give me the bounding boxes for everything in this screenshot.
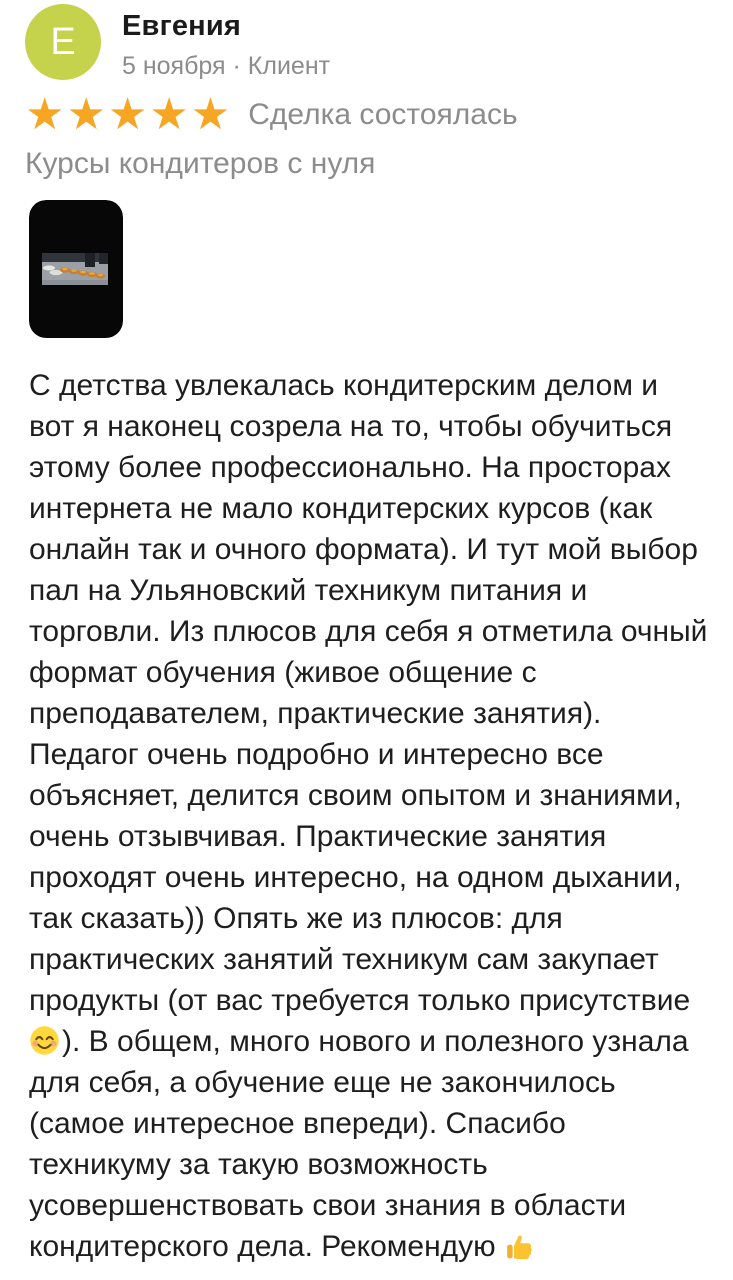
review-date-role: 5 ноября · Клиент [122, 52, 331, 80]
review-header [0, 0, 733, 81]
reviewer-name: Евгения [122, 10, 242, 42]
thumbs-up-emoji [503, 1230, 536, 1263]
review-photo-thumbnail[interactable] [29, 200, 123, 338]
product-title: Курсы кондитеров с нуля [25, 147, 376, 180]
review-text [29, 365, 710, 1267]
deal-status-label: Сделка состоялась [248, 98, 518, 131]
review-text-part-1: С детства увлекалась кондитерским делом и вот я наконец созрела на то, чтобы обучиться этому более профессионально. На просторах интернета не мало кондитерских курсов (как онлайн так и очного формата). И тут мой выбор пал на Ульяновский техникум питания и торговли. Из плюсов для себя я отметила очный формат обучения (живое общение с преподавателем, практические занятия). Педагог очень подробно и интересно все объясняет, делится своим опытом и знаниями, очень отзывчивая. Практические занятия проходят очень интересно, на одном дыхании, так сказать)) Опять же из плюсов: для практических занятий техникум сам закупает продукты (от вас требуется только присутствие [29, 369, 708, 1017]
review-text-part-2: ). В общем, много нового и полезного узнала для себя, а обучение еще не закончилось (самое интересное впереди). Спасибо техникуму за такую возможность усовершенствовать свои знания в области кондитерского дела. Рекомендую [29, 1025, 689, 1263]
avatar-letter: Е [50, 21, 76, 63]
smiling-face-emoji [29, 1025, 60, 1056]
star-rating-icons: ★★★★★ [25, 89, 233, 140]
photo-icon [29, 200, 123, 338]
avatar[interactable] [25, 4, 101, 80]
reviewer-info [122, 4, 330, 81]
rating-row [0, 89, 733, 140]
